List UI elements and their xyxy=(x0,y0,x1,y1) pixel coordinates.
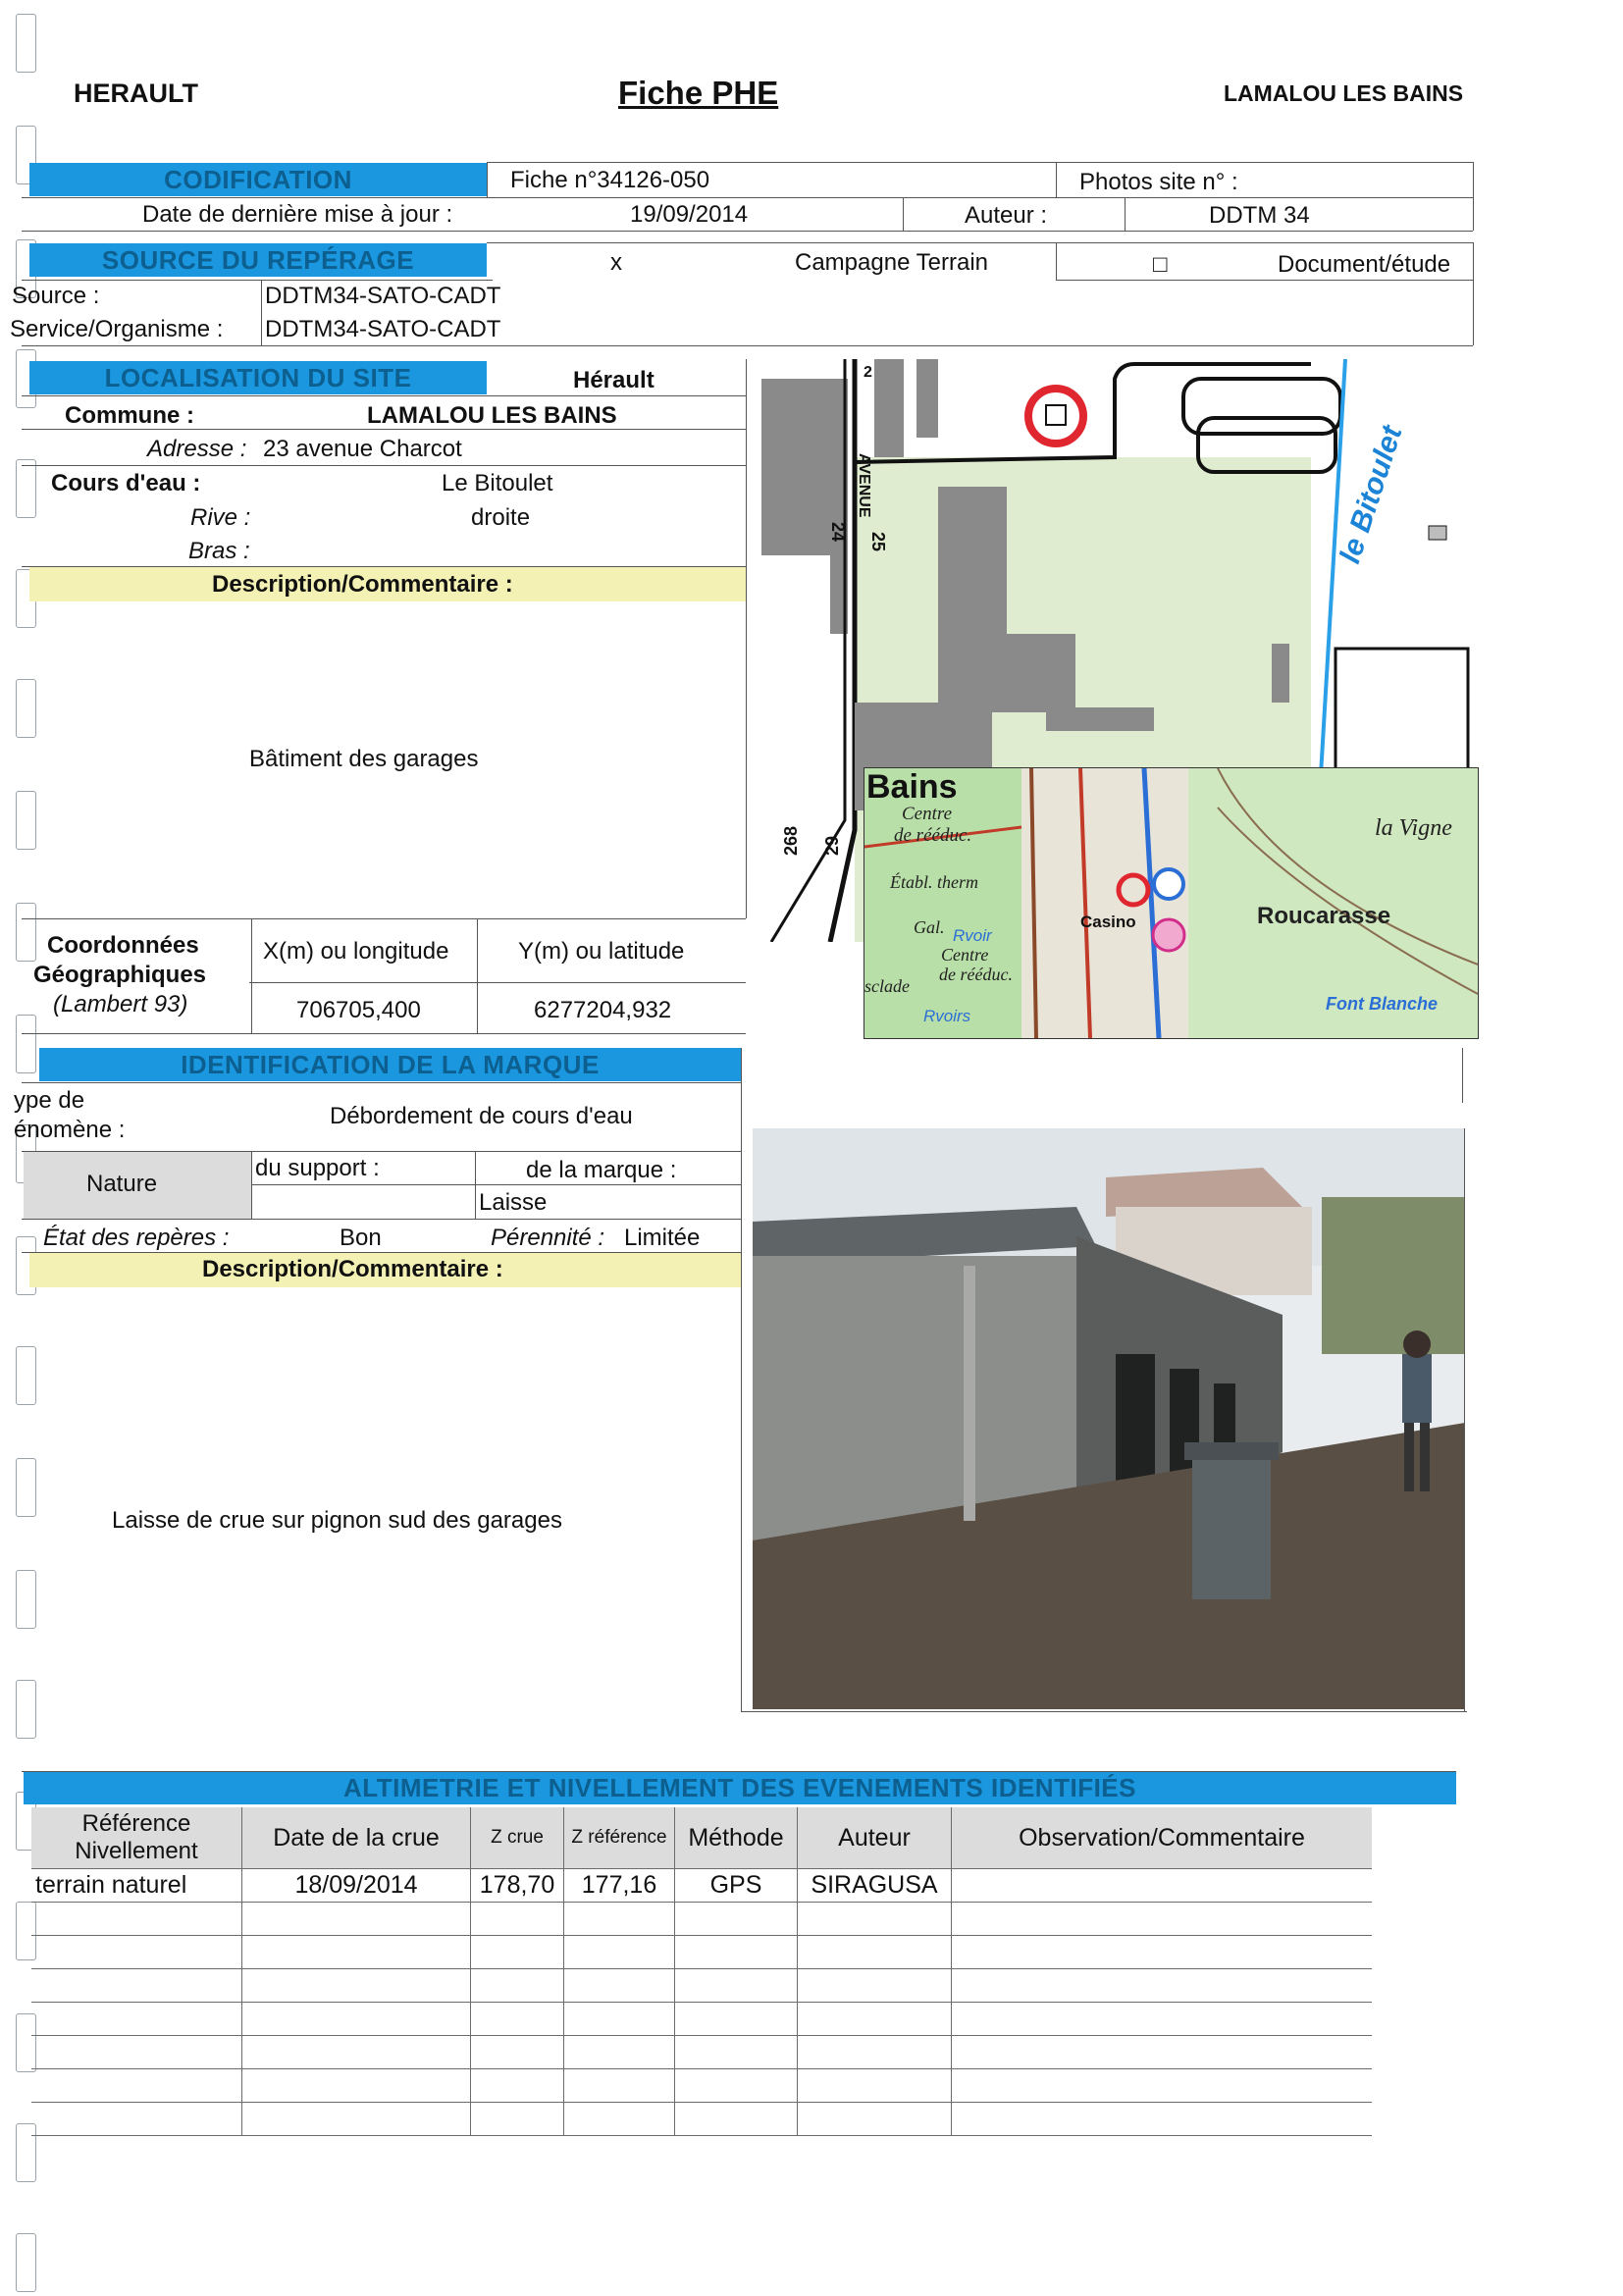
ref-cell xyxy=(31,1936,242,1969)
department-heading: HERAULT xyxy=(74,78,198,108)
zcrue-cell xyxy=(471,2103,564,2136)
table-row xyxy=(31,2036,1372,2069)
map-number-29: 29 xyxy=(822,835,842,856)
zref-cell xyxy=(564,1936,675,1969)
binder-hole xyxy=(16,1346,36,1405)
auteur-cell xyxy=(798,1903,952,1936)
methode-header: Méthode xyxy=(675,1807,798,1869)
zcrue-cell: 178,70 xyxy=(471,1869,564,1903)
commune-label: Commune : xyxy=(65,402,194,429)
binder-hole xyxy=(16,1458,36,1517)
date-header: Date de la crue xyxy=(242,1807,471,1869)
observation-cell xyxy=(952,2003,1373,2036)
localisation-description-value: Bâtiment des garages xyxy=(249,746,479,772)
table-row xyxy=(31,2003,1372,2036)
observation-cell xyxy=(952,2069,1373,2103)
table-row xyxy=(31,1936,1372,1969)
bras-label: Bras : xyxy=(188,538,250,564)
zref-cell: 177,16 xyxy=(564,1869,675,1903)
rive-value: droite xyxy=(471,504,531,531)
region-value: Hérault xyxy=(573,367,654,393)
table-row xyxy=(31,1869,1372,1903)
map-number-268: 268 xyxy=(781,825,801,856)
methode-cell xyxy=(675,2036,798,2069)
observation-cell xyxy=(952,1936,1373,1969)
zref-cell xyxy=(564,1969,675,2003)
zcrue-cell xyxy=(471,1936,564,1969)
ref-header-2: Nivellement xyxy=(75,1838,198,1864)
document-etude-label: Document/étude xyxy=(1278,251,1451,278)
auteur-cell xyxy=(798,1936,952,1969)
x-coordinate-label: X(m) ou longitude xyxy=(263,938,449,965)
map-number-25: 25 xyxy=(868,532,888,552)
table-row xyxy=(31,1903,1372,1936)
campagne-terrain-label: Campagne Terrain xyxy=(795,249,989,276)
inset-etabl-label: Établ. therm xyxy=(890,872,978,892)
rive-label: Rive : xyxy=(190,504,251,531)
support-label: du support : xyxy=(255,1155,380,1181)
date-cell xyxy=(242,1969,471,2003)
inset-casino-label: Casino xyxy=(1080,913,1136,931)
etat-reperes-value: Bon xyxy=(340,1225,382,1251)
map-number-2: 2 xyxy=(864,364,872,381)
auteur-cell xyxy=(798,2069,952,2103)
date-cell xyxy=(242,1936,471,1969)
inset-rvoirs-label: Rvoirs xyxy=(923,1007,971,1025)
marque-value: Laisse xyxy=(479,1189,548,1216)
zref-cell xyxy=(564,2036,675,2069)
table-row xyxy=(31,2103,1372,2136)
x-coordinate-value: 706705,400 xyxy=(296,997,421,1023)
zcrue-cell xyxy=(471,1969,564,2003)
phenomene-type-label-2: énomène : xyxy=(14,1117,126,1143)
cours-eau-value: Le Bitoulet xyxy=(442,470,553,496)
page-title: Fiche PHE xyxy=(618,75,779,111)
altimetrie-section-title: ALTIMETRIE ET NIVELLEMENT DES EVENEMENTS IDENTIFIÉS xyxy=(24,1771,1456,1804)
date-cell xyxy=(242,1903,471,1936)
binder-hole xyxy=(16,459,36,518)
source-value: DDTM34-SATO-CADT xyxy=(265,283,501,309)
lambert-label: (Lambert 93) xyxy=(53,991,188,1018)
last-update-value: 19/09/2014 xyxy=(630,201,749,228)
methode-cell xyxy=(675,1969,798,2003)
auteur-cell xyxy=(798,2103,952,2136)
localisation-description-label: Description/Commentaire : xyxy=(212,571,513,598)
localisation-section-title: LOCALISATION DU SITE xyxy=(29,361,487,394)
altimetrie-table xyxy=(31,1807,1372,2136)
ref-cell xyxy=(31,1969,242,2003)
date-cell xyxy=(242,2003,471,2036)
date-cell xyxy=(242,2103,471,2136)
zcrue-cell xyxy=(471,2003,564,2036)
coordonnees-label: Coordonnées xyxy=(47,932,199,959)
zref-cell xyxy=(564,2003,675,2036)
methode-cell xyxy=(675,1903,798,1936)
auteur-cell: SIRAGUSA xyxy=(798,1869,952,1903)
observation-cell xyxy=(952,1903,1373,1936)
zref-header: Z référence xyxy=(564,1807,675,1869)
y-coordinate-label: Y(m) ou latitude xyxy=(518,938,685,965)
methode-cell: GPS xyxy=(675,1869,798,1903)
map-street-label: AVENUE xyxy=(856,453,872,518)
adresse-label: Adresse : xyxy=(147,436,247,462)
auteur-cell xyxy=(798,2003,952,2036)
ref-header-1: Référence xyxy=(81,1810,191,1837)
cours-eau-label: Cours d'eau : xyxy=(51,470,201,496)
table-row xyxy=(31,1969,1372,2003)
fiche-number: Fiche n°34126-050 xyxy=(510,167,710,193)
zcrue-cell xyxy=(471,1903,564,1936)
site-photo-garages xyxy=(753,1128,1465,1709)
methode-cell xyxy=(675,2003,798,2036)
campagne-check-mark: x xyxy=(610,249,622,276)
phenomene-type-value: Débordement de cours d'eau xyxy=(330,1103,633,1129)
commune-value: LAMALOU LES BAINS xyxy=(367,402,617,429)
geographiques-label: Géographiques xyxy=(33,962,207,988)
ref-cell xyxy=(31,2069,242,2103)
inset-bains-label: Bains xyxy=(866,768,958,806)
topographic-map-inset xyxy=(864,767,1479,1039)
etat-reperes-label: État des repères : xyxy=(43,1225,230,1251)
ref-cell xyxy=(31,2036,242,2069)
auteur-header: Auteur xyxy=(798,1807,952,1869)
observation-cell xyxy=(952,2036,1373,2069)
identification-description-label: Description/Commentaire : xyxy=(202,1256,503,1282)
inset-centre2-label: Centre xyxy=(941,945,989,965)
observation-cell xyxy=(952,1969,1373,2003)
inset-roucarasse-label: Roucarasse xyxy=(1257,903,1391,929)
y-coordinate-value: 6277204,932 xyxy=(534,997,672,1023)
methode-cell xyxy=(675,2069,798,2103)
inset-vigne-label: la Vigne xyxy=(1375,815,1452,841)
auteur-value: DDTM 34 xyxy=(1209,202,1310,229)
methode-cell xyxy=(675,2103,798,2136)
identification-section-title: IDENTIFICATION DE LA MARQUE xyxy=(39,1048,741,1081)
date-cell xyxy=(242,2036,471,2069)
zcrue-header: Z crue xyxy=(471,1807,564,1869)
binder-hole xyxy=(16,2233,36,2292)
ref-cell xyxy=(31,1903,242,1936)
binder-hole xyxy=(16,791,36,850)
observation-cell xyxy=(952,2103,1373,2136)
ref-cell xyxy=(31,2103,242,2136)
zcrue-cell xyxy=(471,2069,564,2103)
auteur-cell xyxy=(798,2036,952,2069)
methode-cell xyxy=(675,1936,798,1969)
date-cell: 18/09/2014 xyxy=(242,1869,471,1903)
phenomene-type-label-1: ype de xyxy=(14,1087,85,1114)
photos-site-label: Photos site n° : xyxy=(1079,169,1238,195)
identification-description-value: Laisse de crue sur pignon sud des garages xyxy=(112,1507,562,1534)
inset-sclade-label: sclade xyxy=(864,976,910,996)
binder-hole xyxy=(16,679,36,738)
inset-centre-label: Centre xyxy=(902,804,953,824)
service-label: Service/Organisme : xyxy=(10,316,224,342)
commune-heading: LAMALOU LES BAINS xyxy=(1224,80,1464,106)
binder-hole xyxy=(16,14,36,73)
ref-cell xyxy=(31,2003,242,2036)
nature-label: Nature xyxy=(86,1171,158,1197)
zref-cell xyxy=(564,2103,675,2136)
perennite-value: Limitée xyxy=(624,1225,701,1251)
perennite-label: Pérennité : xyxy=(491,1225,605,1251)
table-row xyxy=(31,2069,1372,2103)
binder-hole xyxy=(16,1570,36,1629)
observation-cell xyxy=(952,1869,1373,1903)
auteur-cell xyxy=(798,1969,952,2003)
table-header-row xyxy=(31,1807,1372,1869)
map-river-label: le Bitoulet xyxy=(1334,422,1409,568)
zref-cell xyxy=(564,2069,675,2103)
marque-label: de la marque : xyxy=(526,1157,677,1183)
adresse-value: 23 avenue Charcot xyxy=(263,436,462,462)
zcrue-cell xyxy=(471,2036,564,2069)
document-checkbox-icon: □ xyxy=(1153,251,1168,278)
ref-cell: terrain naturel xyxy=(31,1869,242,1903)
zref-cell xyxy=(564,1903,675,1936)
source-section-title: SOURCE DU REPÉRAGE xyxy=(29,243,487,277)
inset-reeduc2-label: de rééduc. xyxy=(939,965,1013,984)
inset-font-blanche-label: Font Blanche xyxy=(1326,994,1439,1014)
binder-hole xyxy=(16,903,36,962)
auteur-label: Auteur : xyxy=(965,202,1048,229)
inset-gal-label: Gal. xyxy=(914,917,945,937)
last-update-label: Date de dernière mise à jour : xyxy=(142,201,453,228)
service-value: DDTM34-SATO-CADT xyxy=(265,316,501,342)
binder-hole xyxy=(16,1680,36,1739)
observation-header: Observation/Commentaire xyxy=(952,1807,1373,1869)
source-label: Source : xyxy=(12,283,100,309)
codification-section-title: CODIFICATION xyxy=(29,163,487,196)
binder-hole xyxy=(16,1015,36,1073)
inset-reeduc-label: de rééduc. xyxy=(894,825,972,846)
inset-rvoir-label: Rvoir xyxy=(953,926,992,945)
map-number-24: 24 xyxy=(828,522,848,543)
date-cell xyxy=(242,2069,471,2103)
